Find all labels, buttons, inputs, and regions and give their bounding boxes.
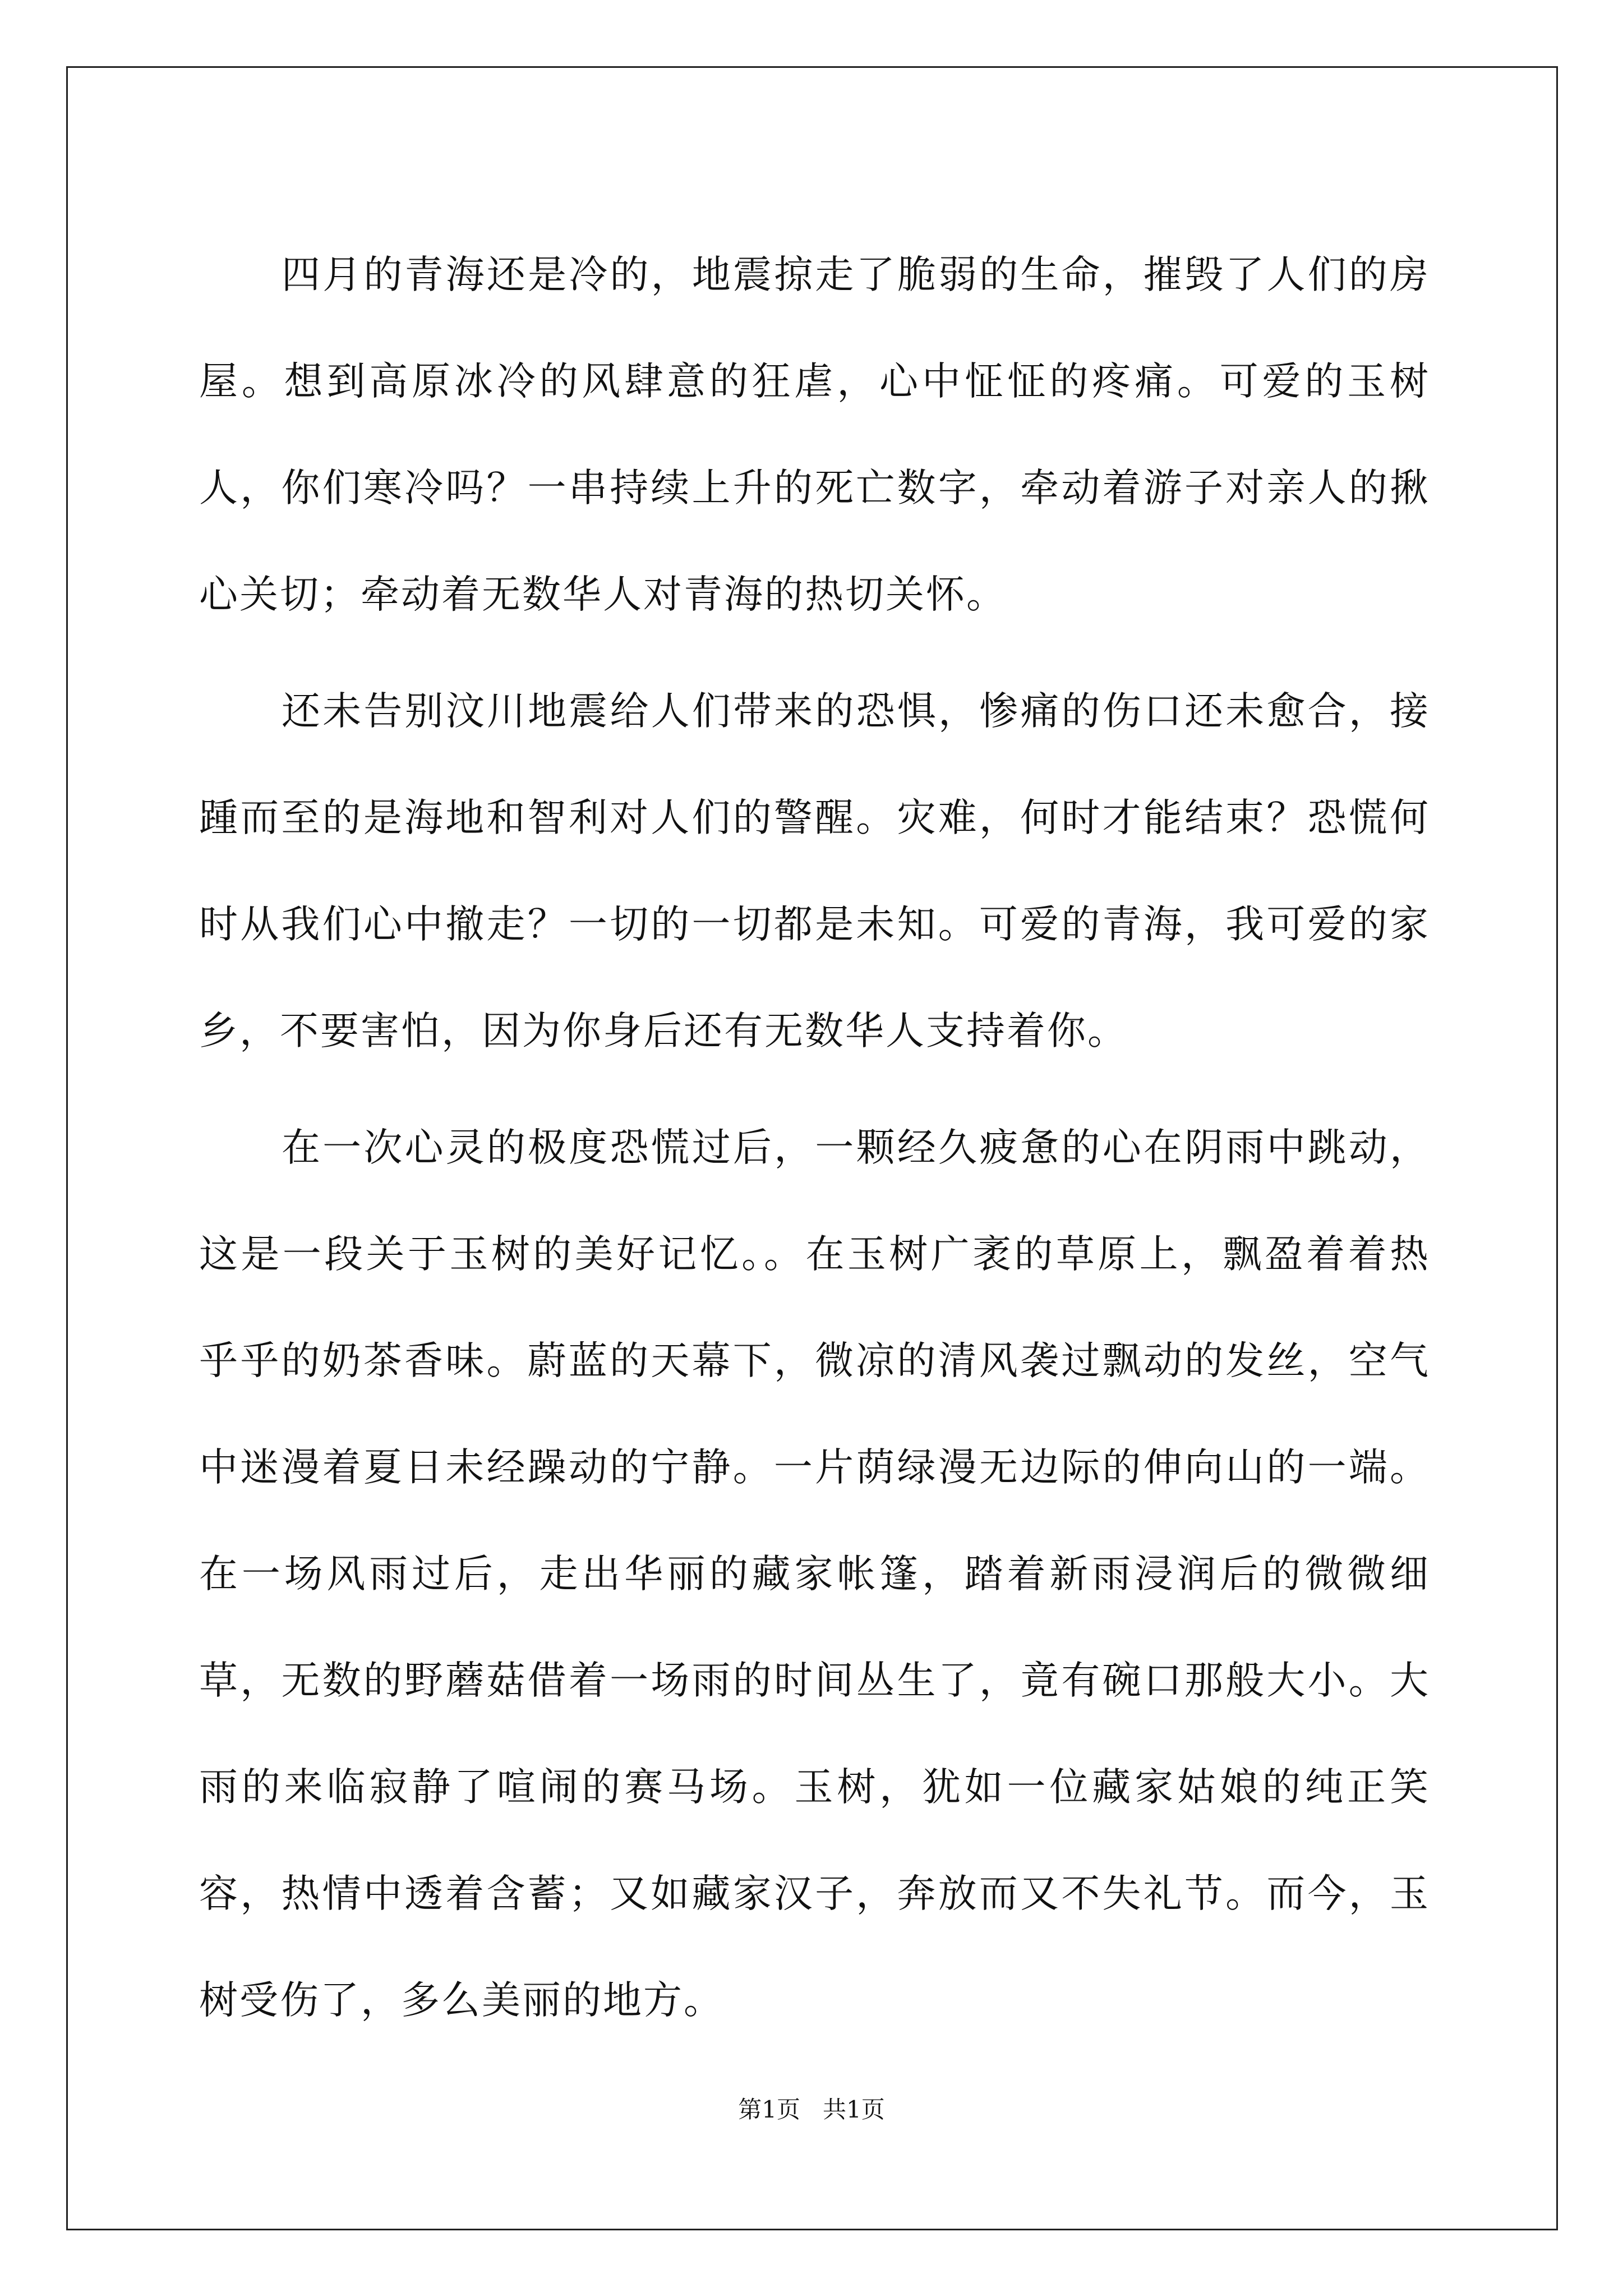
- document-body: [199, 222, 1430, 2064]
- page-number: 第1页: [738, 2096, 800, 2123]
- page-total: 共1页: [823, 2096, 885, 2123]
- page-footer: [0, 2091, 1623, 2125]
- paragraph-1: 四月的青海还是冷的，地震掠走了脆弱的生命，摧毁了人们的房屋。想到高原冰冷的风肆意的狂虐，心中怔怔的疼痛。可爱的玉树人，你们寒冷吗？一串持续上升的死亡数字，牵动着游子对亲人的揪心关切；牵动着无数华人对青海的热切关怀。: [199, 252, 1430, 617]
- paragraph-3: 在一次心灵的极度恐慌过后，一颗经久疲惫的心在阴雨中跳动，这是一段关于玉树的美好记忆。。在玉树广袤的草原上，飘盈着着热乎乎的奶茶香味。蔚蓝的天幕下，微凉的清风袭过飘动的发丝，空气中迷漫着夏日未经躁动的宁静。一片荫绿漫无边际的伸向山的一端。在一场风雨过后，走出华丽的藏家帐篷，踏着新雨浸润后的微微细草，无数的野蘑菇借着一场雨的时间丛生了，竟有碗口那般大小。大雨的来临寂静了喧闹的赛马场。玉树，犹如一位藏家姑娘的纯正笑容，热情中透着含蓄；又如藏家汉子，奔放而又不失礼节。而今，玉树受伤了，多么美丽的地方。: [199, 1125, 1430, 2023]
- paragraph-2: 还未告别汶川地震给人们带来的恐惧，惨痛的伤口还未愈合，接踵而至的是海地和智利对人们的警醒。灾难，何时才能结束？恐慌何时从我们心中撤走？一切的一切都是未知。可爱的青海，我可爱的家乡，不要害怕，因为你身后还有无数华人支持着你。: [199, 689, 1430, 1053]
